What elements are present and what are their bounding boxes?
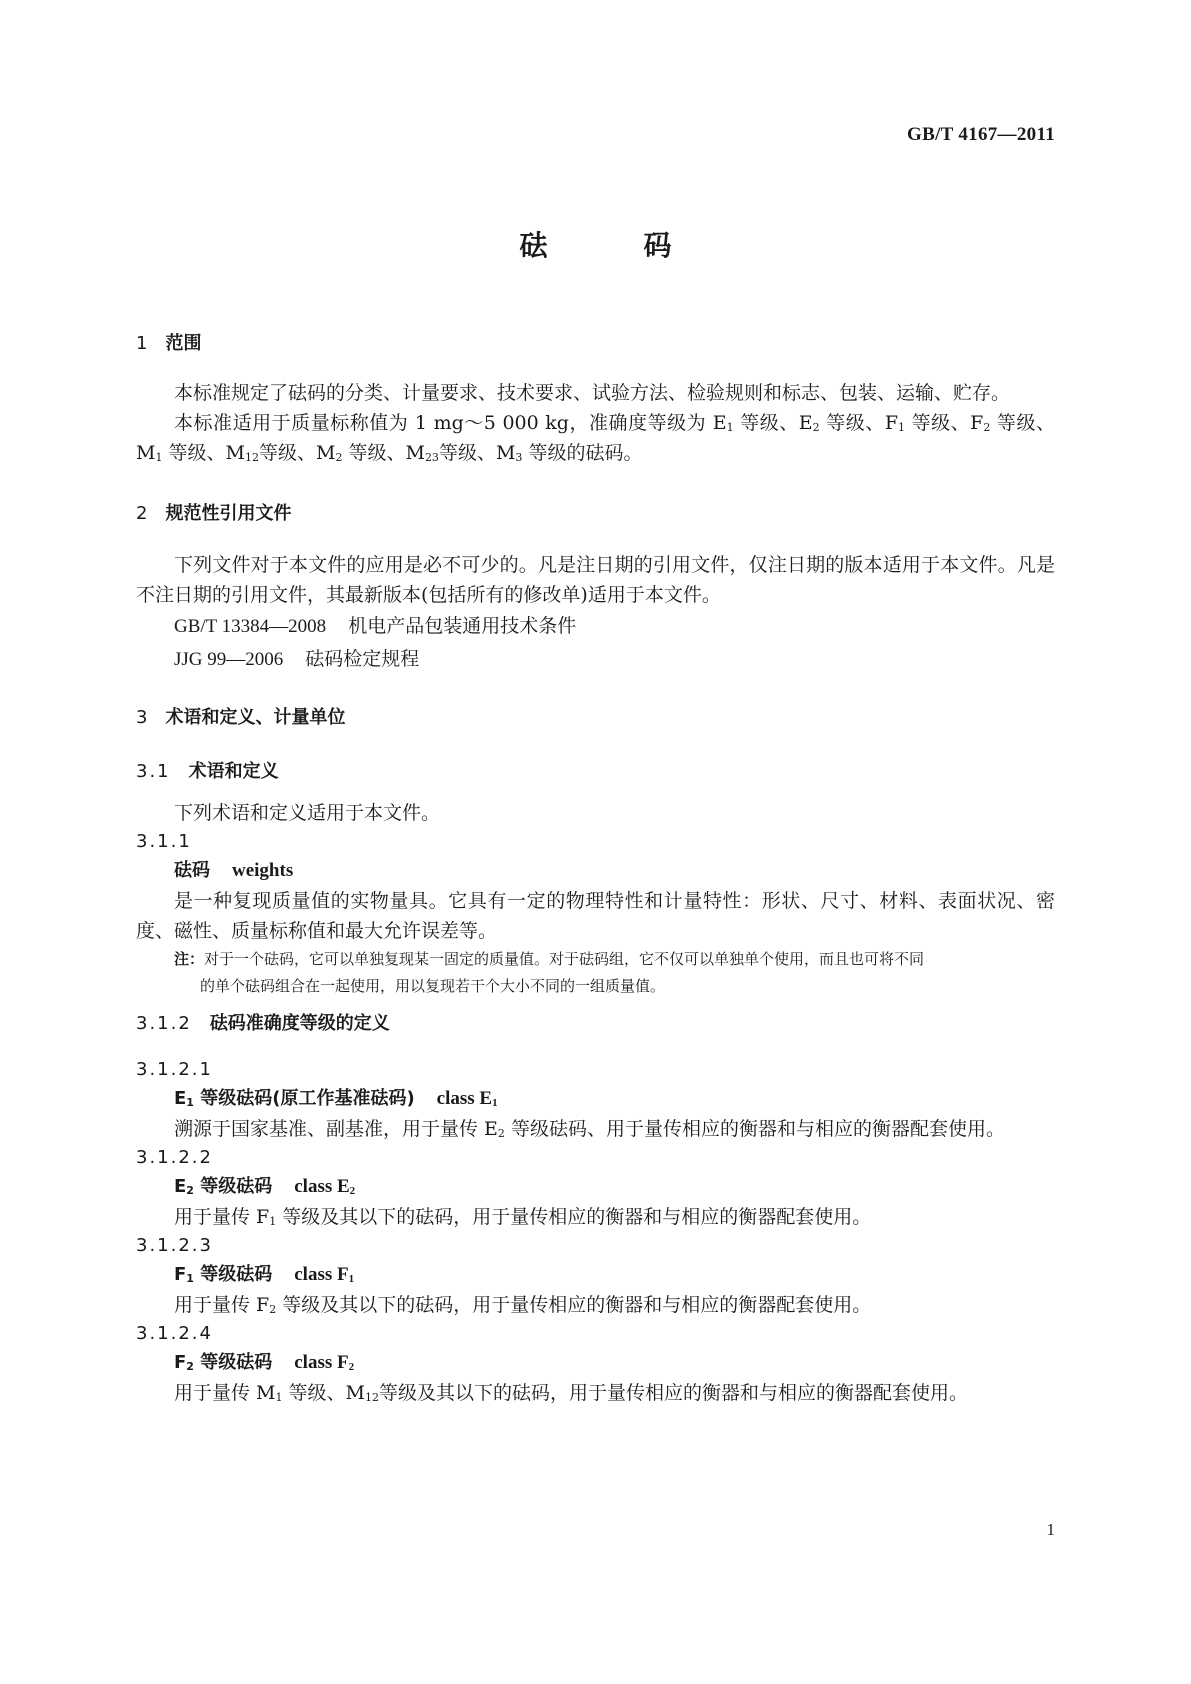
page-number: 1: [1046, 1520, 1055, 1539]
section-number: 1: [136, 333, 148, 354]
term-class-e2-definition: 用于量传 $F_1$ 等级及其以下的砝码，用于量传相应的衡器和与相应的衡器配套使用。: [174, 1206, 872, 1228]
term-class-f2: $F_2$ 等级砝码 class $F_2$: [174, 1352, 355, 1373]
clause-number: 3.1.2.3: [136, 1235, 213, 1256]
subsection-3-1-heading: 3.1 术语和定义: [136, 761, 279, 782]
section-number: 2: [136, 503, 148, 524]
section-title: 范围: [165, 333, 202, 354]
title-char-1: 砝: [519, 229, 548, 262]
clause-number: 3.1.2.4: [136, 1323, 213, 1344]
standard-code: GB/T 4167—2011: [907, 124, 1055, 145]
term-class-e1-definition: 溯源于国家基准、副基准，用于量传 $E_2$ 等级砝码、用于量传相应的衡器和与相应的衡器配套使用。: [174, 1118, 1005, 1140]
document-body: [136, 330, 1055, 1408]
subsection-3-1-2-heading: 3.1.2 砝码准确度等级的定义: [136, 1013, 390, 1034]
section-title: 术语和定义、计量单位: [165, 707, 346, 728]
term-weights: 砝码 weights: [174, 860, 294, 881]
document-title: [0, 224, 1191, 264]
term-class-f1: $F_1$ 等级砝码 class $F_1$: [174, 1264, 355, 1285]
section-3-heading: [136, 704, 1055, 732]
section-1-heading: [136, 330, 1055, 358]
scope-paragraph-2: 本标准适用于质量标称值为 1 mg～5 000 kg，准确度等级为 $E_1$ 等级、$E_2$ 等级、$F_1$ 等级、$F_2$ 等级、$M_1$ 等级、$M_{12}$等级、$M_2$ 等级、$M_{23}$等级、$M_3$ 等级的砝码。: [136, 412, 1055, 464]
term-class-e1: $E_1$ 等级砝码(原工作基准砝码) class $E_1$: [174, 1088, 498, 1109]
title-char-2: 码: [643, 229, 672, 262]
normative-references-paragraph: 下列文件对于本文件的应用是必不可少的。凡是注日期的引用文件，仅注日期的版本适用于本文件。凡是不注日期的引用文件，其最新版本(包括所有的修改单)适用于本文件。: [136, 554, 1055, 606]
section-title: 规范性引用文件: [165, 503, 292, 524]
terms-intro: 下列术语和定义适用于本文件。: [174, 802, 441, 824]
term-weights-note: 注：对于一个砝码，它可以单独复现某一固定的质量值。对于砝码组，它不仅可以单独单个使用，而且也可将不同 的单个砝码组合在一起使用，用以复现若干个大小不同的一组质量值。: [174, 950, 925, 995]
clause-number: 3.1.2.1: [136, 1059, 213, 1080]
reference-item: JJG 99—2006 砝码检定规程: [174, 648, 420, 670]
section-number: 3: [136, 707, 148, 728]
clause-3-1-1-number: 3.1.1: [136, 831, 192, 852]
term-class-f2-definition: 用于量传 $M_1$ 等级、$M_{12}$等级及其以下的砝码，用于量传相应的衡器和与相应的衡器配套使用。: [174, 1382, 969, 1404]
term-class-f1-definition: 用于量传 $F_2$ 等级及其以下的砝码，用于量传相应的衡器和与相应的衡器配套使用。: [174, 1294, 872, 1316]
section-2-heading: [136, 500, 1055, 528]
reference-item: GB/T 13384—2008 机电产品包装通用技术条件: [174, 615, 577, 637]
scope-paragraph-1: 本标准规定了砝码的分类、计量要求、技术要求、试验方法、检验规则和标志、包装、运输、贮存。: [174, 382, 1011, 404]
term-weights-definition: 是一种复现质量值的实物量具。它具有一定的物理特性和计量特性：形状、尺寸、材料、表面状况、密度、磁性、质量标称值和最大允许误差等。: [136, 890, 1055, 942]
term-class-e2: $E_2$ 等级砝码 class $E_2$: [174, 1176, 356, 1197]
clause-number: 3.1.2.2: [136, 1147, 213, 1168]
